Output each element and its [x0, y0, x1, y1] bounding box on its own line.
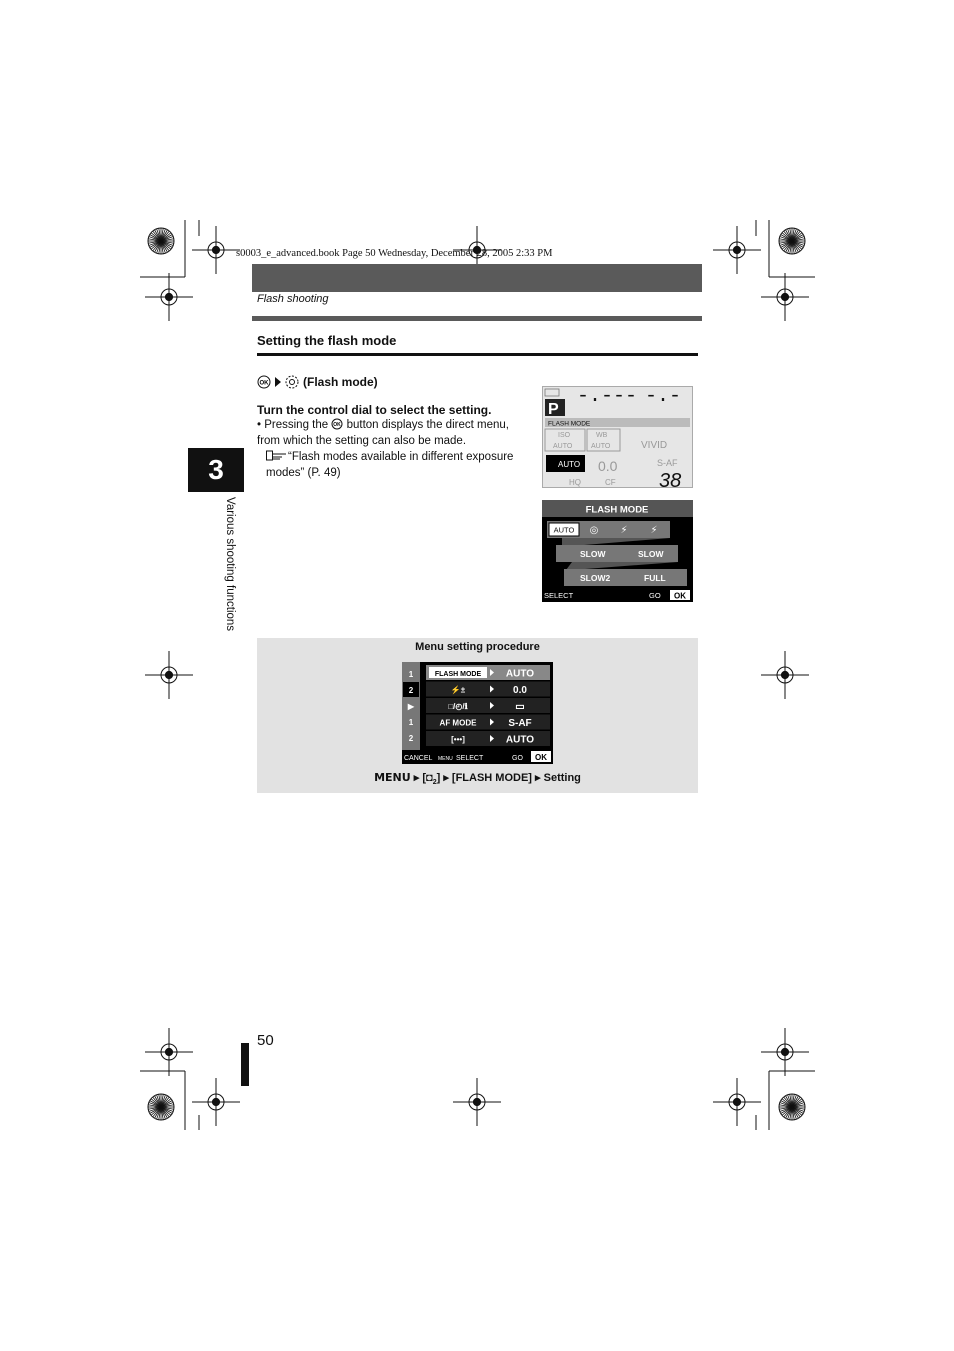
arrow-right-icon: ▸ — [535, 772, 541, 784]
flash-option-redeye-slow: SLOW — [580, 549, 606, 559]
menu-footer-cancel: CANCEL — [404, 755, 433, 762]
arrow-right-icon: ▸ — [413, 772, 420, 784]
section-label: Flash shooting — [257, 293, 329, 305]
reference-note: “Flash modes available in different exposure modes” (P. 49) — [266, 451, 514, 479]
camera-tab-icon: $◘_2$ — [426, 772, 437, 787]
menu-row-value: AUTO — [505, 668, 535, 680]
card-type: CF — [605, 478, 616, 487]
chapter-side-label: Various shooting functions — [224, 497, 236, 632]
flash-mode-shortcut — [257, 375, 378, 389]
arrow-right-icon — [275, 377, 281, 387]
flash-mode-menu-screen — [542, 500, 693, 602]
svg-text:WB: WB — [596, 432, 608, 439]
menu-footer-menu: MENU — [438, 756, 453, 762]
picture-mode: VIVID — [641, 440, 668, 451]
arrow-pad-icon — [285, 375, 299, 389]
menu-row-label: ⚡± — [450, 685, 466, 695]
chapter-tab: 3 — [188, 448, 244, 492]
menu-tab-3: ▶ — [407, 702, 415, 711]
menu-row-value: 0.0 — [513, 685, 527, 696]
instruction-heading: Turn the control dial to select the setting. — [257, 403, 492, 417]
flash-option-redeye: ◎ — [589, 525, 599, 536]
procedure-title: Menu setting procedure — [415, 641, 540, 653]
flash-menu-ok: OK — [674, 591, 686, 601]
aperture-display: -.- — [645, 387, 682, 408]
menu-tab-4: 1 — [408, 718, 414, 727]
page-title: Setting the flash mode — [257, 333, 397, 348]
menu-row-value: AUTO — [505, 734, 535, 746]
flash-menu-title: FLASH MODE — [585, 504, 649, 516]
book-file-info: s0003_e_advanced.book Page 50 Wednesday, December 28, 2005 2:33 PM — [236, 248, 553, 259]
flash-option-full: FULL — [644, 573, 666, 583]
menu-footer-ok: OK — [535, 753, 547, 762]
menu-row-value: ▭ — [515, 701, 525, 713]
flash-option-off: ⚡ — [650, 525, 658, 536]
menu-row-label: FLASH MODE — [434, 671, 482, 678]
title-underline — [257, 353, 698, 356]
flash-menu-go: GO — [649, 591, 661, 600]
exposure-comp: 0.0 — [598, 458, 618, 474]
instruction-bullet: • Pressing the OK button displays the direct menu, from which the setting can also be made. — [257, 419, 509, 447]
flash-menu-select: SELECT — [544, 591, 574, 600]
flash-option-slow2: SLOW2 — [580, 573, 611, 583]
svg-text:ISO: ISO — [558, 432, 571, 439]
path-item: [FLASH MODE] — [451, 772, 532, 784]
svg-text:OK: OK — [259, 380, 269, 387]
flash-option-auto: AUTO — [553, 525, 575, 535]
ok-button-icon — [257, 375, 271, 389]
frames-remaining: 38 — [659, 470, 682, 489]
menu-row-value: S-AF — [508, 718, 532, 729]
flash-mode-label: (Flash mode) — [303, 375, 378, 389]
flash-option-slow: SLOW — [638, 549, 664, 559]
focus-mode: S-AF — [657, 458, 678, 468]
control-panel-screen — [542, 386, 693, 488]
menu-tab-2: 2 — [408, 686, 414, 695]
procedure-path: MENU ▸ $[◘_2]$ ▸ [FLASH MODE] ▸ Setting — [374, 771, 581, 787]
shutter-display: -.--- — [577, 387, 638, 408]
header-band — [252, 264, 702, 292]
page-number-bar — [241, 1043, 249, 1086]
menu-row-label: [•••] — [451, 735, 465, 744]
reference-hand-icon — [266, 450, 288, 461]
svg-text:AUTO: AUTO — [553, 443, 573, 450]
menu-row-label: AF MODE — [439, 718, 477, 728]
svg-text:OK: OK — [333, 422, 342, 428]
menu-footer-select: SELECT — [456, 755, 484, 762]
header-rule — [252, 316, 702, 321]
quality: HQ — [569, 478, 581, 487]
path-menu: MENU — [374, 771, 411, 784]
shooting-mode: P — [548, 401, 559, 418]
ok-button-icon — [331, 418, 343, 430]
menu-tab-1: 1 — [408, 670, 414, 679]
path-setting: Setting — [543, 772, 581, 784]
svg-text:AUTO: AUTO — [591, 443, 611, 450]
page-number: 50 — [257, 1032, 274, 1049]
flash-option-fill: ⚡ — [620, 525, 628, 536]
menu-tab-5: 2 — [408, 734, 414, 743]
camera-menu-screen — [402, 662, 553, 764]
menu-row-label: □/◴/ℹ — [448, 702, 468, 711]
arrow-right-icon: ▸ — [443, 772, 449, 784]
flash-mode-header: FLASH MODE — [548, 420, 591, 428]
flash-value: AUTO — [558, 460, 581, 469]
menu-footer-go: GO — [512, 755, 523, 762]
